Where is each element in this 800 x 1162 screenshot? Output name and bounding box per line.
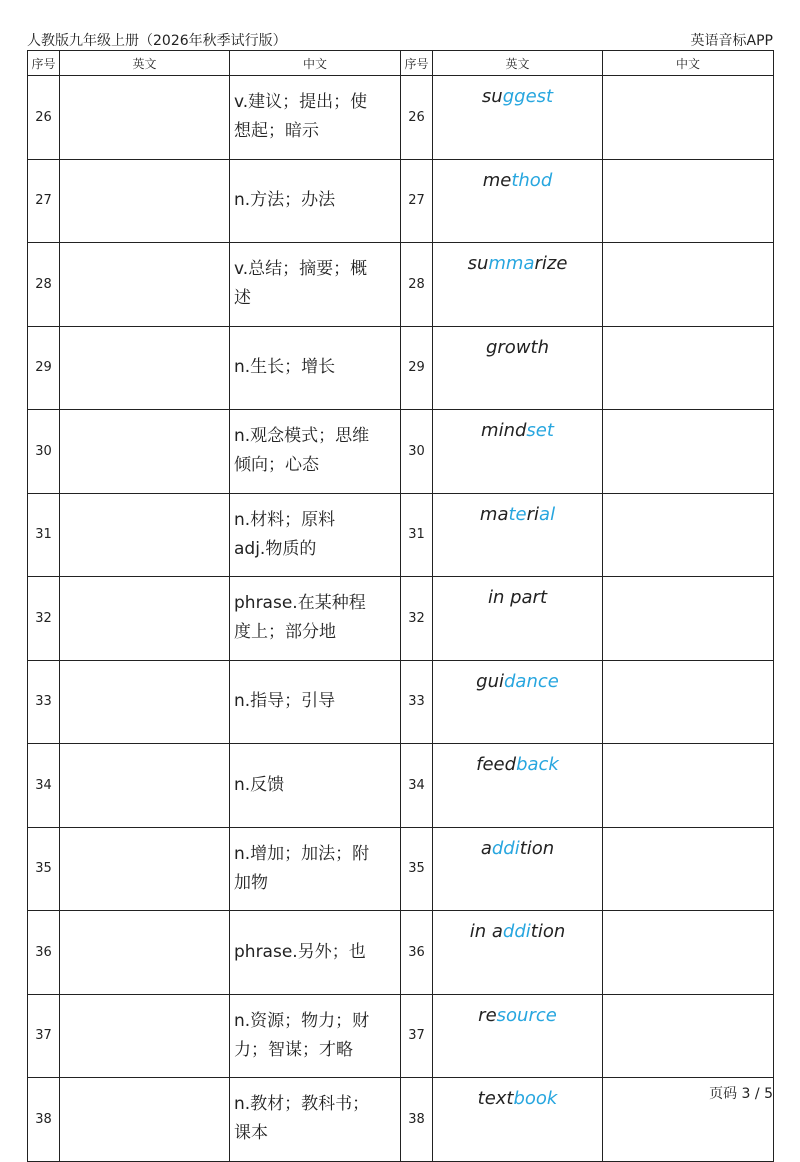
- column-header-number: 序号: [401, 51, 433, 76]
- row-number: 32: [28, 577, 60, 661]
- word-highlight-segment: source: [496, 1004, 557, 1026]
- word-highlight-segment: est: [525, 86, 554, 107]
- table-row: [28, 76, 774, 160]
- chinese-meaning: [230, 660, 401, 744]
- meaning-line: v.总结；摘要；概: [234, 259, 368, 280]
- chinese-meaning: [230, 1078, 401, 1162]
- english-blank-cell: [60, 1078, 230, 1162]
- page-number: 页码 3 / 5: [709, 1086, 773, 1102]
- chinese-blank-cell: [603, 243, 774, 327]
- row-number: 38: [28, 1078, 60, 1162]
- english-word: [433, 577, 603, 661]
- table-row: [28, 994, 774, 1078]
- meaning-line: n.方法；办法: [234, 190, 336, 211]
- english-word: [433, 243, 603, 327]
- chinese-meaning: [230, 410, 401, 494]
- row-number: 37: [28, 994, 60, 1078]
- row-number: 35: [28, 827, 60, 911]
- column-header-number: 序号: [28, 51, 60, 76]
- meaning-line: 述: [234, 288, 251, 309]
- table-row: [28, 493, 774, 577]
- meaning-line: n.增加；加法；附: [234, 843, 370, 864]
- word-segment: ri: [526, 503, 540, 525]
- document-title: 人教版九年级上册（2026年秋季试行版）: [27, 33, 287, 49]
- word-segment: rize: [534, 253, 568, 274]
- english-blank-cell: [60, 326, 230, 410]
- row-number: 27: [401, 159, 433, 243]
- word-highlight-segment: set: [526, 420, 554, 441]
- english-word: [433, 744, 603, 828]
- meaning-line: n.生长；增长: [234, 357, 336, 378]
- english-blank-cell: [60, 994, 230, 1078]
- english-word: [433, 493, 603, 577]
- row-number: 36: [28, 911, 60, 995]
- chinese-meaning: [230, 911, 401, 995]
- word-highlight-segment: thod: [511, 169, 553, 191]
- meaning-line: adj.物质的: [234, 538, 317, 559]
- row-number: 30: [401, 410, 433, 494]
- chinese-blank-cell: [603, 911, 774, 995]
- chinese-blank-cell: [603, 827, 774, 911]
- word-highlight-segment: back: [516, 754, 559, 775]
- english-blank-cell: [60, 410, 230, 494]
- english-blank-cell: [60, 911, 230, 995]
- english-blank-cell: [60, 744, 230, 828]
- word-highlight-segment: mma: [488, 253, 535, 274]
- meaning-line: n.反馈: [234, 774, 285, 795]
- row-number: 29: [28, 326, 60, 410]
- word-highlight-segment: al: [539, 503, 556, 525]
- english-blank-cell: [60, 493, 230, 577]
- word-highlight-segment: gg: [502, 86, 526, 107]
- table-row: [28, 326, 774, 410]
- row-number: 30: [28, 410, 60, 494]
- english-word: [433, 660, 603, 744]
- column-header-english: 英文: [433, 51, 603, 76]
- chinese-blank-cell: [603, 577, 774, 661]
- english-blank-cell: [60, 76, 230, 160]
- column-header-chinese: 中文: [603, 51, 774, 76]
- chinese-blank-cell: [603, 744, 774, 828]
- row-number: 32: [401, 577, 433, 661]
- row-number: 28: [401, 243, 433, 327]
- english-blank-cell: [60, 159, 230, 243]
- word-segment: growth: [485, 336, 550, 358]
- table-row: [28, 1078, 774, 1162]
- chinese-meaning: [230, 326, 401, 410]
- english-word: [433, 1078, 603, 1162]
- word-segment: text: [477, 1088, 514, 1109]
- word-segment: in a: [469, 921, 503, 942]
- word-segment: ma: [479, 503, 509, 525]
- row-number: 26: [28, 76, 60, 160]
- meaning-line: 力；智谋；才略: [234, 1039, 353, 1060]
- meaning-line: 加物: [234, 872, 268, 893]
- meaning-line: 想起；暗示: [234, 121, 319, 142]
- app-name: 英语音标APP: [690, 33, 773, 49]
- row-number: 31: [401, 493, 433, 577]
- row-number: 38: [401, 1078, 433, 1162]
- row-number: 26: [401, 76, 433, 160]
- word-highlight-segment: dance: [504, 670, 559, 692]
- chinese-meaning: [230, 994, 401, 1078]
- row-number: 31: [28, 493, 60, 577]
- chinese-meaning: [230, 76, 401, 160]
- word-segment: gui: [476, 670, 504, 692]
- chinese-blank-cell: [603, 76, 774, 160]
- chinese-blank-cell: [603, 994, 774, 1078]
- word-highlight-segment: book: [513, 1088, 558, 1109]
- meaning-line: phrase.在某种程: [234, 593, 366, 614]
- english-blank-cell: [60, 243, 230, 327]
- meaning-line: 度上；部分地: [234, 622, 336, 643]
- row-number: 35: [401, 827, 433, 911]
- english-word: [433, 159, 603, 243]
- english-word: [433, 326, 603, 410]
- row-number: 37: [401, 994, 433, 1078]
- word-segment: mind: [481, 420, 527, 441]
- english-blank-cell: [60, 577, 230, 661]
- meaning-line: n.教材；教科书；: [234, 1094, 370, 1115]
- row-number: 28: [28, 243, 60, 327]
- meaning-line: 倾向；心态: [234, 455, 319, 476]
- chinese-meaning: [230, 243, 401, 327]
- word-segment: tion: [519, 837, 555, 859]
- english-word: [433, 827, 603, 911]
- meaning-line: n.材料；原料: [234, 509, 336, 530]
- english-word: [433, 911, 603, 995]
- english-word: [433, 410, 603, 494]
- word-segment: tion: [530, 921, 566, 942]
- table-row: [28, 159, 774, 243]
- word-segment: re: [478, 1004, 497, 1026]
- chinese-blank-cell: [603, 326, 774, 410]
- meaning-line: v.建议；提出；使: [234, 92, 368, 113]
- english-word: [433, 76, 603, 160]
- table-row: [28, 660, 774, 744]
- chinese-blank-cell: [603, 159, 774, 243]
- table-row: [28, 243, 774, 327]
- chinese-meaning: [230, 577, 401, 661]
- chinese-meaning: [230, 493, 401, 577]
- table-row: [28, 577, 774, 661]
- row-number: 34: [401, 744, 433, 828]
- row-number: 33: [401, 660, 433, 744]
- table-row: [28, 744, 774, 828]
- row-number: 34: [28, 744, 60, 828]
- row-number: 36: [401, 911, 433, 995]
- word-highlight-segment: ddi: [491, 837, 520, 859]
- table-row: [28, 410, 774, 494]
- chinese-blank-cell: [603, 410, 774, 494]
- english-word: [433, 994, 603, 1078]
- word-segment: su: [467, 253, 489, 274]
- word-highlight-segment: te: [508, 503, 527, 525]
- chinese-meaning: [230, 744, 401, 828]
- table-row: [28, 911, 774, 995]
- english-blank-cell: [60, 660, 230, 744]
- row-number: 29: [401, 326, 433, 410]
- word-segment: in part: [487, 587, 548, 608]
- table-header-row: [28, 51, 774, 76]
- word-segment: su: [481, 86, 503, 107]
- meaning-line: n.资源；物力；财: [234, 1010, 370, 1031]
- meaning-line: n.观念模式；思维: [234, 426, 370, 447]
- vocabulary-table: [27, 50, 774, 1162]
- row-number: 33: [28, 660, 60, 744]
- row-number: 27: [28, 159, 60, 243]
- meaning-line: phrase.另外；也: [234, 941, 366, 962]
- table-row: [28, 827, 774, 911]
- meaning-line: n.指导；引导: [234, 691, 336, 712]
- column-header-chinese: 中文: [230, 51, 401, 76]
- chinese-blank-cell: [603, 493, 774, 577]
- word-segment: a: [480, 837, 492, 859]
- word-segment: me: [482, 169, 512, 191]
- word-highlight-segment: ddi: [502, 921, 531, 942]
- meaning-line: 课本: [234, 1123, 268, 1144]
- column-header-english: 英文: [60, 51, 230, 76]
- chinese-meaning: [230, 827, 401, 911]
- english-blank-cell: [60, 827, 230, 911]
- chinese-meaning: [230, 159, 401, 243]
- word-segment: feed: [476, 754, 517, 775]
- chinese-blank-cell: [603, 660, 774, 744]
